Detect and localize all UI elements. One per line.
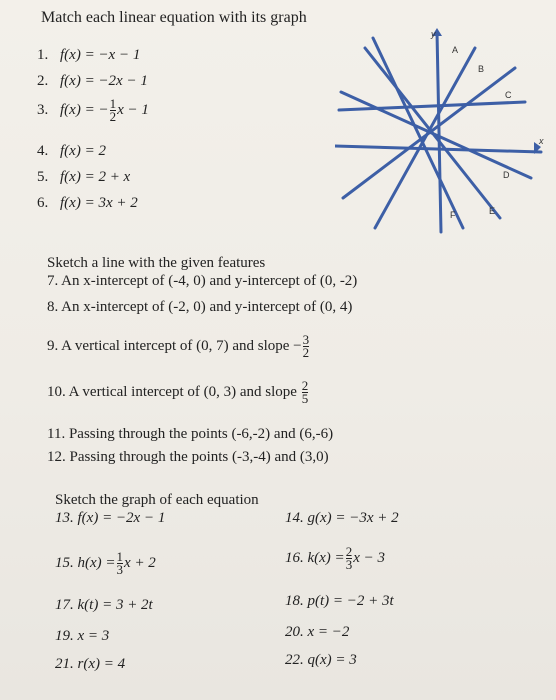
line-label-b: B — [478, 64, 485, 74]
line-graph — [335, 28, 547, 238]
problem-10 — [47, 380, 309, 405]
match-item-4 — [37, 142, 106, 160]
problem-11: 11. Passing through the points (-6,-2) and (6,-6) — [47, 426, 334, 442]
fraction-denominator: 3 — [116, 562, 124, 577]
problem-21: 21. r(x) = 4 — [55, 656, 126, 672]
fraction-numerator: 2 — [301, 378, 309, 393]
fraction — [110, 98, 117, 123]
problem-15 — [55, 551, 156, 576]
problem-15-start: 15. h(x) = — [55, 554, 116, 571]
match-item-number: 6. — [37, 195, 49, 211]
problem-17: 17. k(t) = 3 + 2t — [55, 597, 153, 613]
fraction-numerator: 3 — [302, 332, 310, 347]
problem-20: 20. x = −2 — [285, 624, 350, 640]
fraction-denominator: 2 — [302, 345, 310, 360]
y-axis — [437, 32, 441, 232]
match-item-equation: f(x) = 2 — [60, 143, 106, 159]
problem-15-end: x + 2 — [124, 554, 156, 571]
match-item-2 — [37, 72, 148, 90]
problem-10-text: 10. A vertical intercept of (0, 3) and slope — [47, 383, 297, 400]
fraction-numerator: 1 — [109, 96, 117, 111]
x-axis-label: x — [539, 136, 544, 146]
problem-14: 14. g(x) = −3x + 2 — [285, 510, 399, 526]
fraction — [303, 334, 310, 359]
match-item-equation: f(x) = −x − 1 — [60, 47, 141, 63]
line-label-f: F — [450, 210, 456, 220]
sketch-graphs-heading: Sketch the graph of each equation — [55, 492, 259, 508]
fraction-denominator: 3 — [345, 557, 353, 572]
match-item-equation: f(x) = 2 + x — [60, 169, 131, 185]
fraction-numerator: 1 — [116, 549, 124, 564]
match-item-3 — [37, 98, 149, 123]
match-item-equation-start: f(x) = − — [60, 101, 109, 118]
problem-9-text: 9. A vertical intercept of (0, 7) and slope − — [47, 337, 302, 354]
match-item-equation-end: x − 1 — [117, 101, 149, 118]
match-item-number: 1. — [37, 47, 49, 63]
problem-22: 22. q(x) = 3 — [285, 652, 357, 668]
match-item-equation: f(x) = 3x + 2 — [60, 195, 138, 211]
match-item-number: 4. — [37, 143, 49, 159]
problem-19: 19. x = 3 — [55, 628, 110, 644]
line-label-c: C — [505, 90, 512, 100]
problem-12: 12. Passing through the points (-3,-4) and (3,0) — [47, 449, 329, 465]
fraction-denominator: 2 — [109, 109, 117, 124]
problem-16-end: x − 3 — [353, 549, 385, 566]
line-label-d: D — [503, 170, 510, 180]
problem-9 — [47, 334, 310, 359]
fraction — [346, 546, 353, 571]
match-item-number: 2. — [37, 73, 49, 89]
line-label-a: A — [452, 45, 459, 55]
match-item-5 — [37, 168, 130, 186]
fraction — [117, 551, 124, 576]
problem-13: 13. f(x) = −2x − 1 — [55, 510, 166, 526]
problem-7: 7. An x-intercept of (-4, 0) and y-intercept of (0, -2) — [47, 273, 358, 289]
graph-line-f — [373, 38, 463, 228]
line-label-e: E — [489, 206, 496, 216]
sketch-features-heading: Sketch a line with the given features — [47, 255, 266, 271]
match-item-1 — [37, 46, 140, 64]
problem-16 — [285, 546, 385, 571]
y-axis-label: y — [431, 29, 436, 39]
match-item-number: 3. — [37, 101, 49, 118]
fraction — [302, 380, 309, 405]
match-item-6 — [37, 194, 138, 212]
fraction-denominator: 5 — [301, 391, 309, 406]
problem-16-start: 16. k(x) = — [285, 549, 345, 566]
problem-8: 8. An x-intercept of (-2, 0) and y-intercept of (0, 4) — [47, 299, 353, 315]
fraction-numerator: 2 — [345, 544, 353, 559]
match-item-number: 5. — [37, 169, 49, 185]
problem-18: 18. p(t) = −2 + 3t — [285, 593, 394, 609]
match-item-equation: f(x) = −2x − 1 — [60, 73, 148, 89]
worksheet-title: Match each linear equation with its graph — [41, 9, 307, 26]
